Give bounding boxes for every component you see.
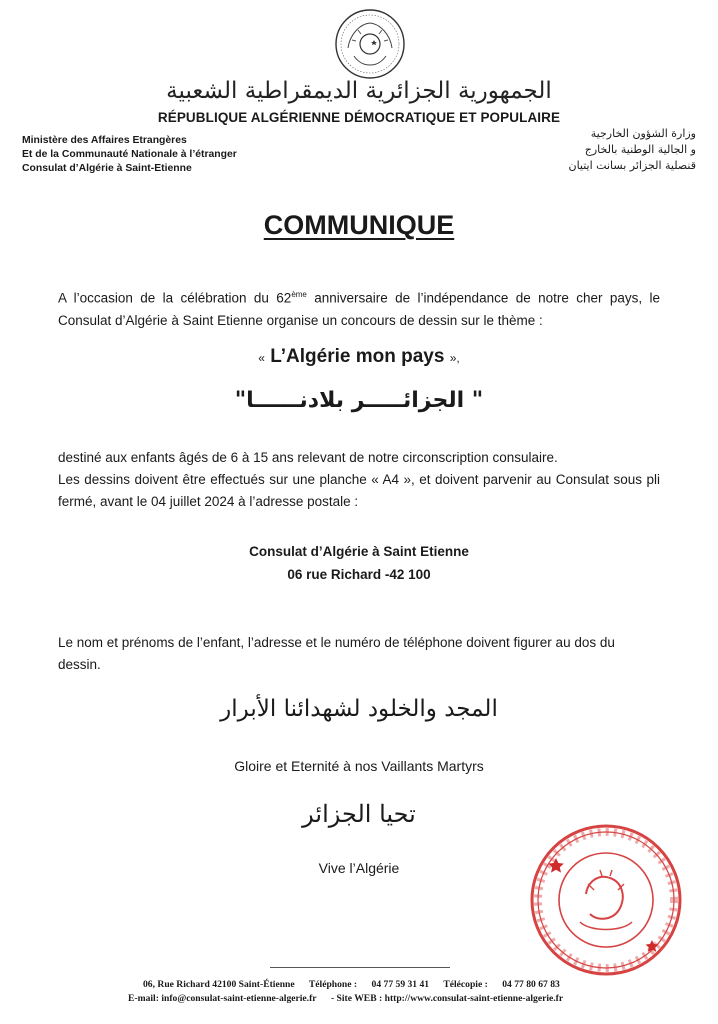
footer-web-label: - Site WEB : [330, 993, 383, 1004]
address-line: 06 rue Richard -42 100 [287, 567, 431, 582]
footer-contact-line [143, 979, 560, 990]
close-quote: », [449, 351, 460, 365]
ministry-line: Ministère des Affaires Etrangères [22, 135, 187, 146]
conditions-line: Les dessins doivent être effectués sur une planche « A4 », et doivent parvenir au Consulat sous pli fermé, avant le 04 juillet 2024 à l’adresse postale : [58, 472, 660, 509]
footer-online-line [128, 993, 563, 1004]
ministry-line: Et de la Communauté Nationale à l’étranger [22, 149, 237, 160]
ministry-line: Consulat d’Algérie à Saint-Etienne [22, 163, 192, 174]
footer-divider [270, 967, 450, 968]
theme-arabic: " الجزائـــــر بلادنــــــا" [234, 388, 484, 413]
intro-text: A l’occasion de la célébration du 62 [58, 290, 292, 306]
ministry-line-arabic: وزارة الشؤون الخارجية [590, 127, 696, 140]
footer-address: 06, Rue Richard 42100 Saint-Étienne [143, 979, 295, 990]
ministry-block-arabic [568, 126, 696, 174]
footer-fax: 04 77 80 67 83 [502, 979, 560, 990]
footer-phone-label: Téléphone : [308, 979, 358, 990]
instructions-paragraph: Le nom et prénoms de l’enfant, l’adresse et le numéro de téléphone doivent figurer au dos du dessin. [58, 635, 615, 672]
republic-title-arabic: الجمهورية الجزائرية الديمقراطية الشعبية [166, 78, 552, 104]
footer-email-label: E-mail: [128, 993, 159, 1004]
algeria-emblem-icon [334, 8, 406, 80]
vive-algerie-arabic: تحيا الجزائر [302, 800, 416, 828]
page-title: COMMUNIQUE [263, 210, 455, 240]
open-quote: « [258, 351, 265, 365]
motto-french: Gloire et Eternité à nos Vaillants Martyrs [234, 758, 484, 774]
theme-title: L’Algérie mon pays [270, 346, 445, 367]
ministry-line-arabic: و الجالية الوطنية بالخارج [584, 143, 696, 156]
republic-title-french: RÉPUBLIQUE ALGÉRIENNE DÉMOCRATIQUE ET POPULAIRE [157, 110, 561, 125]
address-line: Consulat d’Algérie à Saint Etienne [249, 544, 469, 559]
ministry-line-arabic: قنصلية الجزائر بسانت ايتيان [568, 159, 696, 172]
footer-email-link[interactable]: info@consulat-saint-etienne-algerie.fr [161, 993, 317, 1004]
conditions-paragraph [58, 447, 660, 513]
postal-address [0, 540, 718, 586]
ordinal-superscript: ème [291, 290, 307, 299]
conditions-line: destiné aux enfants âgés de 6 à 15 ans relevant de notre circonscription consulaire. [58, 450, 558, 465]
footer-phone: 04 77 59 31 41 [371, 979, 430, 990]
theme-french [0, 346, 718, 368]
intro-paragraph [58, 284, 660, 332]
footer-fax-label: Télécopie : [443, 979, 488, 990]
intro-text-continued: anniversaire de l’indépendance de notre cher pays, le Consulat d’Algérie à Saint Etienne organise un concours de dessin sur le thème : [58, 290, 660, 328]
ministry-block-french [22, 134, 237, 176]
vive-algerie-french: Vive l’Algérie [318, 860, 400, 876]
footer-web-link[interactable]: http://www.consulat-saint-etienne-algerie.fr [384, 993, 564, 1004]
consulate-stamp-icon [528, 822, 684, 978]
motto-arabic: المجد والخلود لشهدائنا الأبرار [220, 696, 498, 722]
